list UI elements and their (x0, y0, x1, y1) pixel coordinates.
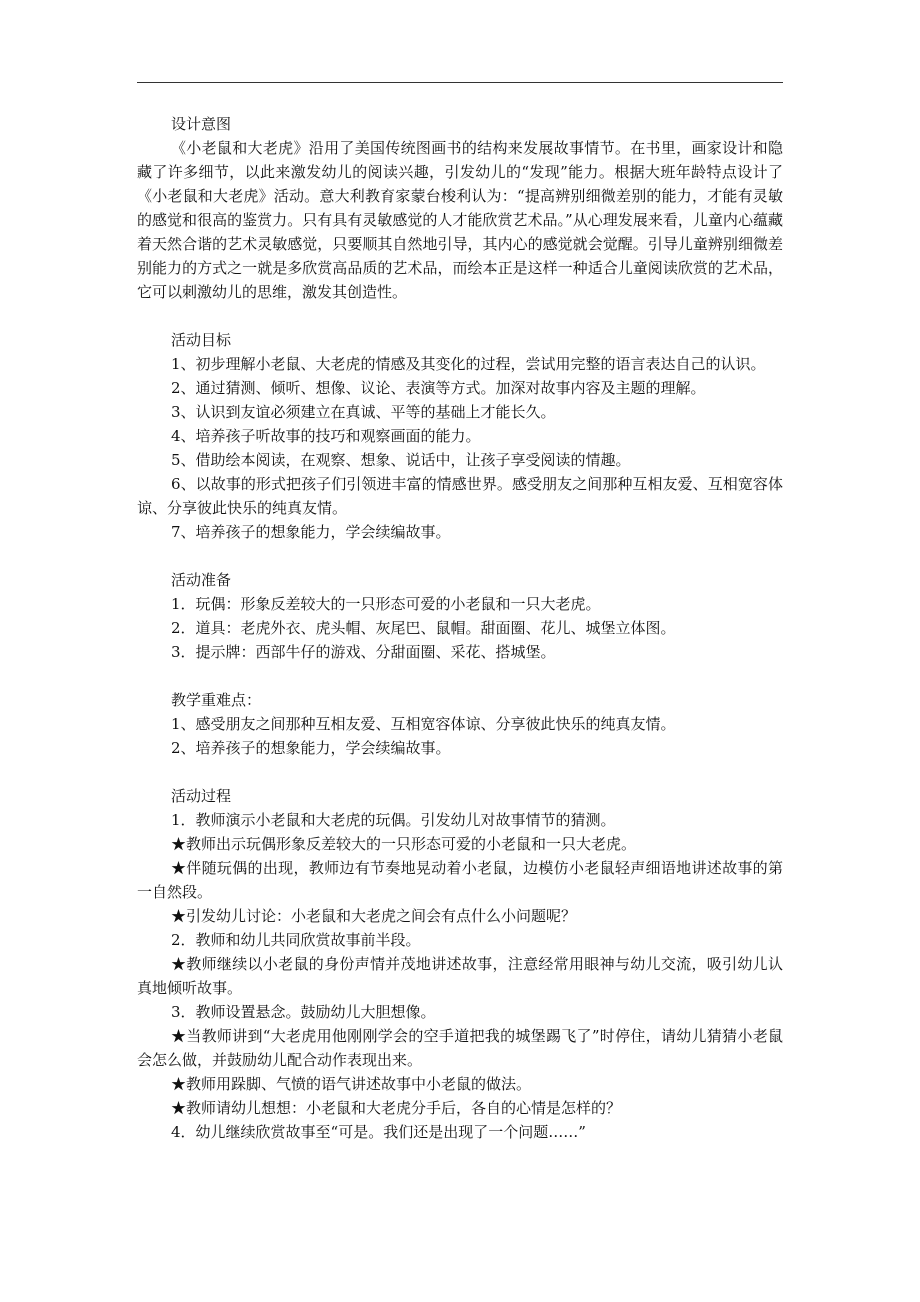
section-activity-process (137, 784, 783, 1144)
section-heading: 活动目标 (171, 331, 232, 349)
section-heading: 教学重难点： (171, 691, 262, 709)
section-design-intent (137, 112, 783, 304)
list-item: ★教师出示玩偶形象反差较大的一只形态可爱的小老鼠和一只大老虎。 (171, 835, 637, 853)
list-item: ★教师请幼儿想想：小老鼠和大老虎分手后，各自的心情是怎样的？ (171, 1099, 622, 1117)
paragraph: 《小老鼠和大老虎》沿用了美国传统图画书的结构来发展故事情节。在书里，画家设计和隐藏了许多细节，以此来激发幼儿的阅读兴趣，引发幼儿的“发现”能力。根据大班年龄特点设计了《小老鼠和大老虎》活动。意大利教育家蒙台梭利认为：“提高辨别细微差别的能力，才能有灵敏的感觉和很高的鉴赏力。只有具有灵敏感觉的人才能欣赏艺术品。”从心理发展来看，儿童内心蕴藏着天然合谐的艺术灵敏感觉，只要顺其自然地引导，其内心的感觉就会觉醒。引导儿童辨别细微差别能力的方式之一就是多欣赏高品质的艺术品，而绘本正是这样一种适合儿童阅读欣赏的艺术品，它可以刺激幼儿的思维，激发其创造性。 (137, 139, 783, 301)
list-item: ★伴随玩偶的出现，教师边有节奏地晃动着小老鼠，边模仿小老鼠轻声细语地讲述故事的第一自然段。 (137, 859, 783, 901)
document-body (137, 112, 783, 1144)
list-item: 2、通过猜测、倾听、想像、议论、表演等方式。加深对故事内容及主题的理解。 (171, 379, 706, 397)
list-item: 4．幼儿继续欣赏故事至“可是。我们还是出现了一个问题……” (171, 1123, 586, 1141)
list-item: 2．教师和幼儿共同欣赏故事前半段。 (171, 931, 421, 949)
header-rule (137, 82, 783, 83)
list-item: 7、培养孩子的想象能力，学会续编故事。 (171, 523, 451, 541)
list-item: 3．教师设置悬念。鼓励幼儿大胆想像。 (171, 1003, 436, 1021)
section-key-difficulties (137, 688, 783, 760)
list-item: ★教师继续以小老鼠的身份声情并茂地讲述故事，注意经常用眼神与幼儿交流，吸引幼儿认真地倾听故事。 (137, 955, 783, 997)
list-item: 2．道具：老虎外衣、虎头帽、灰尾巴、鼠帽。甜面圈、花儿、城堡立体图。 (171, 619, 676, 637)
section-heading: 活动准备 (171, 571, 232, 589)
list-item: 1．玩偶：形象反差较大的一只形态可爱的小老鼠和一只大老虎。 (171, 595, 601, 613)
list-item: ★引发幼儿讨论：小老鼠和大老虎之间会有点什么小问题呢？ (171, 907, 577, 925)
list-item: ★教师用跺脚、气愤的语气讲述故事中小老鼠的做法。 (171, 1075, 532, 1093)
section-activity-goals (137, 328, 783, 544)
list-item: 1、感受朋友之间那种互相友爱、互相宽容体谅、分享彼此快乐的纯真友情。 (171, 715, 676, 733)
list-item: ★当教师讲到“大老虎用他刚刚学会的空手道把我的城堡踢飞了”时停住，请幼儿猜猜小老鼠会怎么做，并鼓励幼儿配合动作表现出来。 (137, 1027, 783, 1069)
list-item: 3、认识到友谊必须建立在真诚、平等的基础上才能长久。 (171, 403, 556, 421)
list-item: 6、以故事的形式把孩子们引领进丰富的情感世界。感受朋友之间那种互相友爱、互相宽容体谅、分享彼此快乐的纯真友情。 (137, 475, 783, 517)
list-item: 3．提示牌：西部牛仔的游戏、分甜面圈、采花、搭城堡。 (171, 643, 556, 661)
list-item: 1、初步理解小老鼠、大老虎的情感及其变化的过程，尝试用完整的语言表达自己的认识。 (171, 355, 766, 373)
section-activity-preparation (137, 568, 783, 664)
list-item: 1．教师演示小老鼠和大老虎的玩偶。引发幼儿对故事情节的猜测。 (171, 811, 616, 829)
section-heading: 设计意图 (171, 115, 232, 133)
list-item: 2、培养孩子的想象能力，学会续编故事。 (171, 739, 451, 757)
list-item: 4、培养孩子听故事的技巧和观察画面的能力。 (171, 427, 481, 445)
section-heading: 活动过程 (171, 787, 232, 805)
list-item: 5、借助绘本阅读，在观察、想象、说话中，让孩子享受阅读的情趣。 (171, 451, 631, 469)
